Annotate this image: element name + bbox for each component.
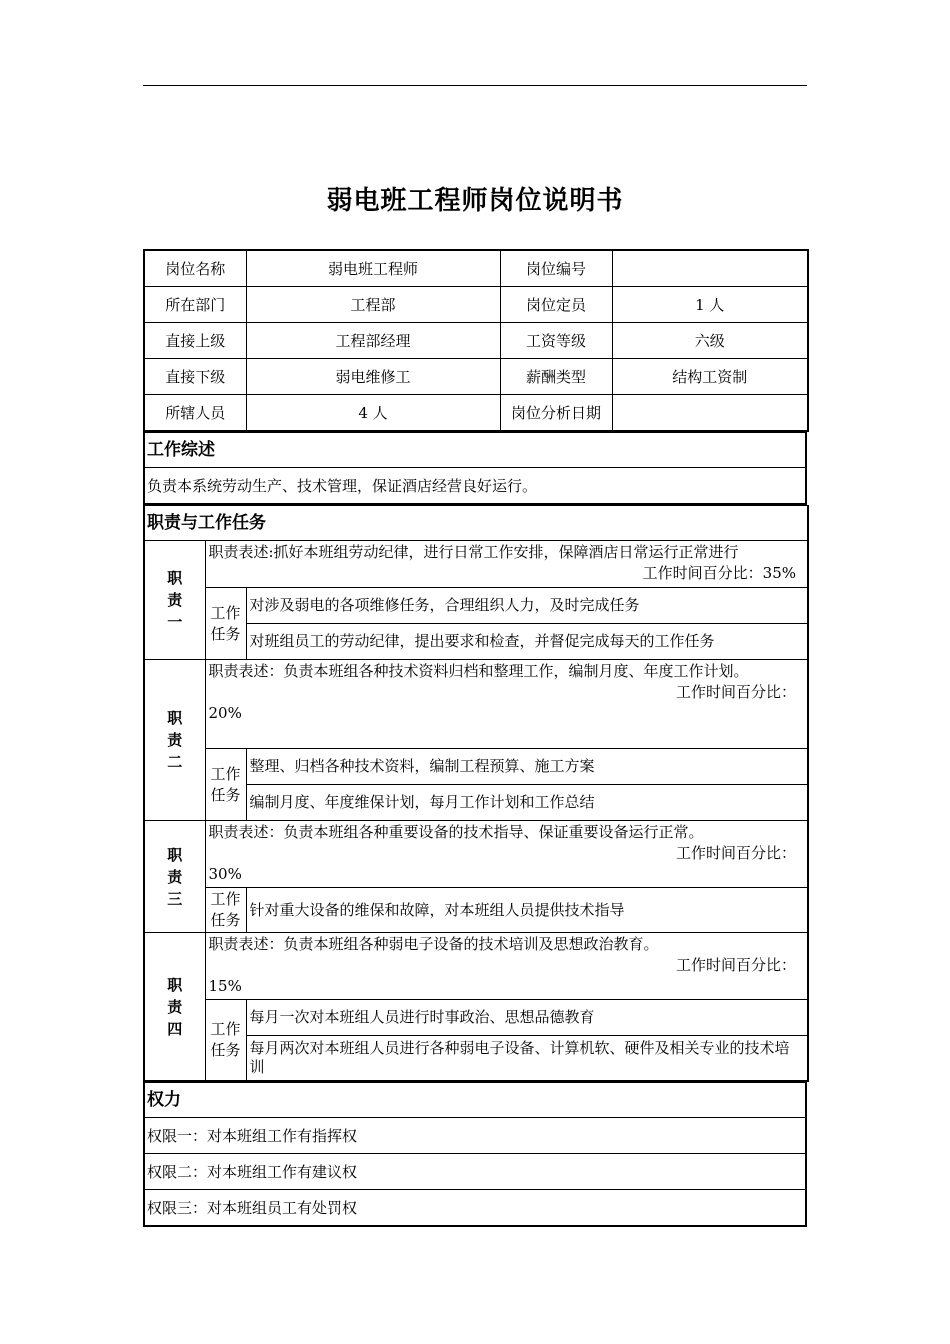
info-value: 弱电维修工 [246, 359, 500, 395]
time-percent: 工作时间百分比：35% [642, 564, 796, 582]
info-value: 工程部 [246, 287, 500, 323]
info-value: 六级 [612, 323, 808, 359]
authority-item: 权限三：对本班组员工有处罚权 [144, 1190, 806, 1227]
time-percent: 工作时间百分比： [675, 956, 796, 974]
duty-row [144, 933, 808, 1000]
task-label-text: 工作 任务 [210, 603, 241, 643]
task-row [144, 588, 808, 624]
time-percent: 工作时间百分比： [675, 683, 796, 701]
summary-text: 负责本系统劳动生产、技术管理，保证酒店经营良好运行。 [144, 468, 806, 505]
task-label-text: 工作 任务 [210, 1020, 241, 1059]
authority-section [143, 1082, 807, 1227]
info-row [144, 323, 808, 359]
time-percent-value: 15% [208, 977, 242, 995]
task-label [205, 1000, 246, 1082]
duty-description-text: 职责表述：负责本班组各种弱电子设备的技术培训及思想政治教育。 [208, 935, 659, 953]
info-value: 工程部经理 [246, 323, 500, 359]
section-heading: 工作综述 [144, 433, 806, 468]
duty-row [144, 821, 808, 888]
duty-row [144, 541, 808, 588]
authority-item: 权限二：对本班组工作有建议权 [144, 1154, 806, 1190]
task-label-text: 工作 任务 [210, 764, 241, 804]
basic-info-table [143, 249, 809, 432]
info-value: 1 人 [612, 287, 808, 323]
info-row [144, 395, 808, 432]
task-row [144, 1000, 808, 1036]
duty-label-text: 职 责 二 [167, 709, 183, 771]
task-label-text: 工作 任务 [210, 890, 241, 929]
task-text: 每月一次对本班组人员进行时事政治、思想品德教育 [246, 1000, 808, 1036]
info-label: 岗位编号 [500, 250, 612, 287]
duty-description [205, 541, 808, 588]
task-text: 整理、归档各种技术资料，编制工程预算、施工方案 [246, 749, 808, 785]
duty-label [144, 660, 205, 821]
duty-description [205, 660, 808, 749]
info-label: 岗位定员 [500, 287, 612, 323]
info-label: 岗位分析日期 [500, 395, 612, 432]
task-text: 针对重大设备的维保和故障，对本班组人员提供技术指导 [246, 888, 808, 933]
authority-item: 权限一：对本班组工作有指挥权 [144, 1118, 806, 1154]
time-percent: 工作时间百分比： [675, 844, 796, 862]
task-text: 每月两次对本班组人员进行各种弱电子设备、计算机软、硬件及相关专业的技术培训 [246, 1036, 808, 1082]
info-label: 直接上级 [144, 323, 246, 359]
duty-label-text: 职 责 一 [167, 569, 183, 631]
info-value: 弱电班工程师 [246, 250, 500, 287]
info-value: 4 人 [246, 395, 500, 432]
time-percent-value: 30% [208, 865, 242, 883]
page-title: 弱电班工程师岗位说明书 [326, 186, 624, 216]
duty-description-text: 职责表述：负责本班组各种技术资料归档和整理工作，编制月度、年度工作计划。 [208, 662, 749, 680]
info-label: 所辖人员 [144, 395, 246, 432]
task-label [205, 888, 246, 933]
time-percent-value: 20% [208, 704, 242, 722]
duty-description [205, 933, 808, 1000]
info-label: 薪酬类型 [500, 359, 612, 395]
info-row [144, 287, 808, 323]
work-summary-section [143, 432, 807, 505]
info-label: 直接下级 [144, 359, 246, 395]
info-label: 所在部门 [144, 287, 246, 323]
task-label [205, 588, 246, 660]
task-text: 对涉及弱电的各项维修任务，合理组织人力，及时完成任务 [246, 588, 808, 624]
info-row [144, 250, 808, 287]
info-value [612, 250, 808, 287]
duty-description-text: 职责表述：负责本班组各种重要设备的技术指导、保证重要设备运行正常。 [208, 823, 704, 841]
duty-label [144, 933, 205, 1082]
section-heading: 权力 [144, 1083, 806, 1118]
duty-label-text: 职 责 三 [167, 845, 183, 908]
duty-description [205, 821, 808, 888]
info-value: 结构工资制 [612, 359, 808, 395]
task-row [144, 888, 808, 933]
duty-label [144, 821, 205, 933]
task-text: 对班组员工的劳动纪律，提出要求和检查，并督促完成每天的工作任务 [246, 624, 808, 660]
duty-label [144, 541, 205, 660]
duty-label-text: 职 责 四 [167, 975, 183, 1038]
job-description-document [143, 249, 807, 1227]
task-text: 编制月度、年度维保计划，每月工作计划和工作总结 [246, 785, 808, 821]
info-value [612, 395, 808, 432]
duty-description-text: 职责表述:抓好本班组劳动纪律，进行日常工作安排，保障酒店日常运行正常进行 [208, 543, 739, 561]
task-label [205, 749, 246, 821]
duties-section [143, 505, 809, 1082]
info-label: 工资等级 [500, 323, 612, 359]
info-row [144, 359, 808, 395]
section-heading: 职责与工作任务 [144, 506, 808, 541]
info-label: 岗位名称 [144, 250, 246, 287]
header-rule [143, 85, 807, 86]
task-row [144, 749, 808, 785]
duty-row [144, 660, 808, 749]
